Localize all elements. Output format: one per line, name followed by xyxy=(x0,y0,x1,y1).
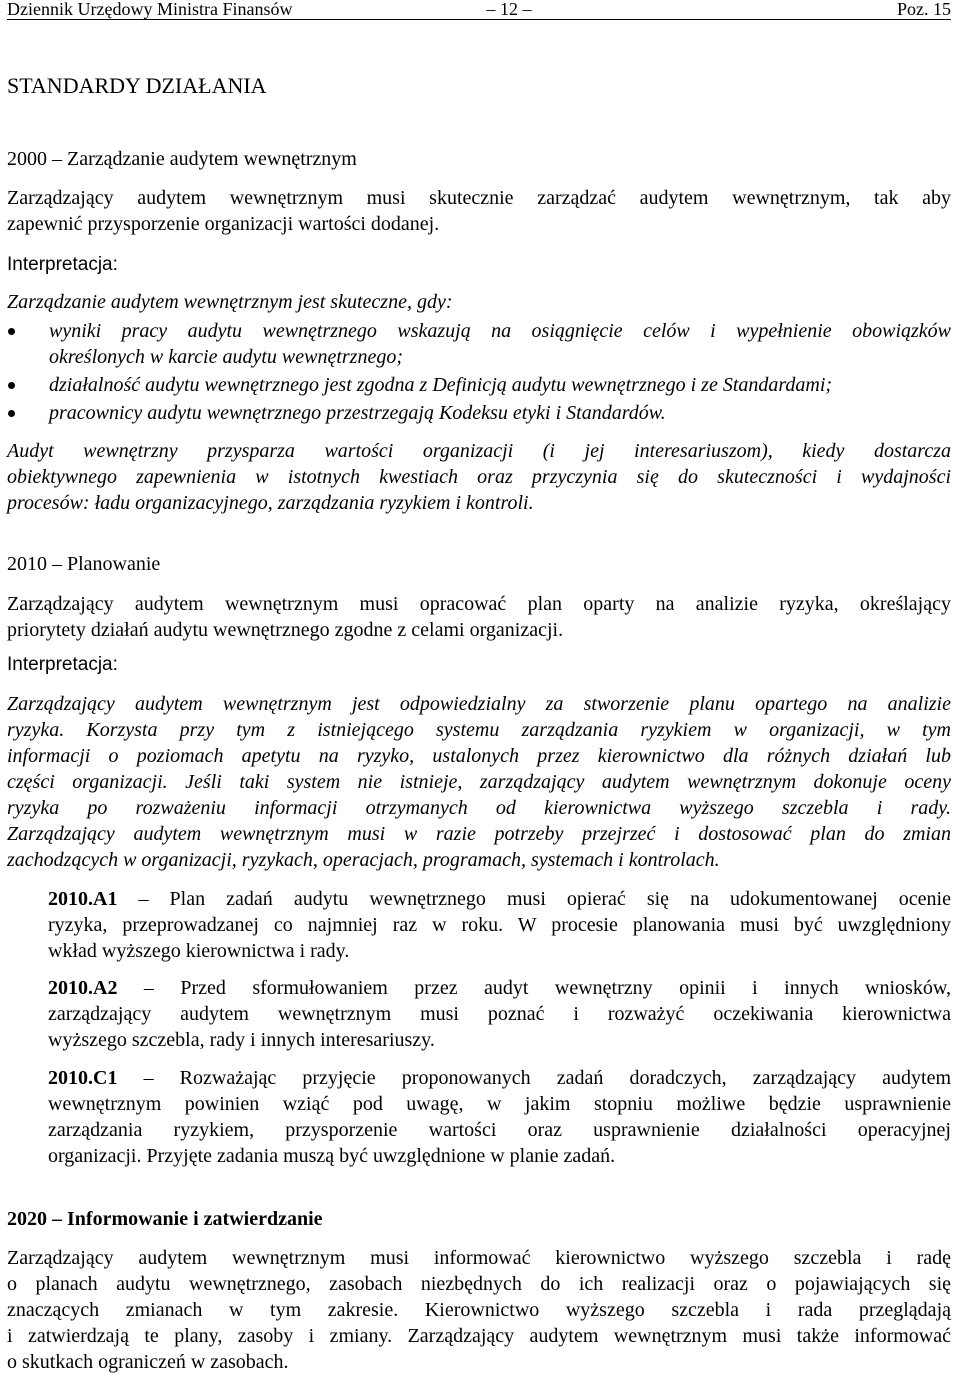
section-2010-interpretation-line: ryzyka po rozważeniu informacji otrzymanych od kierownictwa wyższego szczebla i rady. xyxy=(7,797,951,819)
publication-name: Dziennik Urzędowy Ministra Finansów xyxy=(7,0,293,19)
standard-2010-c1-line xyxy=(48,1065,951,1091)
standard-code: 2010.A2 xyxy=(48,977,118,999)
section-2000-standard-line: zapewnić przysporzenie organizacji wartości dodanej. xyxy=(7,213,440,235)
bullet-item xyxy=(7,372,951,398)
section-2020-line: Zarządzający audytem wewnętrznym musi informować kierownictwo wyższego szczebla i radę xyxy=(7,1247,951,1269)
section-2010-interpretation-line: zachodzących w organizacji, ryzykach, operacjach, programach, systemach i kontrolach. xyxy=(7,849,720,871)
section-2000-heading: 2000 – Zarządzanie audytem wewnętrznym xyxy=(7,148,357,170)
section-2020-line: o planach audytu wewnętrznego, zasobach niezbędnych do ich realizacji oraz o pojawiających się xyxy=(7,1273,951,1295)
section-2020-line: o skutkach ograniczeń w zasobach. xyxy=(7,1351,289,1373)
section-2000-interpretation-label: Interpretacja: xyxy=(7,254,118,275)
section-2000-value-line: obiektywnego zapewnienia w istotnych kwestiach oraz przyczynia się do skuteczności i wydajności xyxy=(7,466,951,488)
page-title: STANDARDY DZIAŁANIA xyxy=(7,73,267,98)
standard-2010-a1-line: wkład wyższego kierownictwa i rady. xyxy=(48,940,350,962)
section-2000-value-line: Audyt wewnętrzny przysparza wartości organizacji (i jej interesariuszom), kiedy dostarcza xyxy=(7,440,951,462)
header-rule xyxy=(7,19,951,20)
bullet-text-line: określonych w karcie audytu wewnętrznego; xyxy=(49,346,403,368)
section-2010-interpretation-line: Zarządzający audytem wewnętrznym musi w razie potrzeby przejrzeć i dostosować plan do zmian xyxy=(7,823,951,845)
standard-text: – Rozważając przyjęcie proponowanych zadań doradczych, zarządzający audytem xyxy=(117,1067,951,1089)
position-number: Poz. 15 xyxy=(897,0,951,19)
section-2010-interpretation-line: ryzyka. Korzysta przy tym z istniejącego systemu zarządzania ryzykiem w organizacji, w tym xyxy=(7,719,951,741)
standard-code: 2010.A1 xyxy=(48,888,118,910)
section-2010-standard-line: priorytety działań audytu wewnętrznego zgodne z celami organizacji. xyxy=(7,619,564,641)
section-2020-line: i zatwierdzają te plany, zasoby i zmiany. Zarządzający audytem wewnętrznym musi także informować xyxy=(7,1325,951,1347)
section-2010-interpretation-line: Zarządzający audytem wewnętrznym jest odpowiedzialny za stworzenie planu opartego na analizie xyxy=(7,693,951,715)
standard-2010-a1-line: ryzyka, przeprowadzanej co najmniej raz w roku. W procesie planowania musi być uwzględniony xyxy=(48,914,951,936)
section-2020-line: znaczących zmianach w tym zakresie. Kierownictwo wyższego szczebla i rada przeglądają xyxy=(7,1299,951,1321)
section-2000-interpretation-intro: Zarządzanie audytem wewnętrznym jest skuteczne, gdy: xyxy=(7,291,453,313)
section-2010-interpretation-line: informacji o poziomach apetytu na ryzyko, ustalonych przez kierownictwo dla różnych działań lub xyxy=(7,745,951,767)
bullet-icon xyxy=(8,382,15,389)
standard-2010-a1-line xyxy=(48,886,951,912)
page-number: – 12 – xyxy=(486,0,532,19)
bullet-item xyxy=(7,318,951,370)
standard-text: – Plan zadań audytu wewnętrznego musi opierać się na udokumentowanej ocenie xyxy=(117,888,951,910)
standard-2010-a2-line: zarządzający audytem wewnętrznym musi poznać i rozważyć oczekiwania kierownictwa xyxy=(48,1003,951,1025)
standard-2010-c1-line: wewnętrznym powinien wziąć pod uwagę, w jakim stopniu możliwe będzie usprawnienie xyxy=(48,1093,951,1115)
standard-2010-c1-line: organizacji. Przyjęte zadania muszą być uwzględnione w planie zadań. xyxy=(48,1145,616,1167)
bullet-icon xyxy=(8,328,15,335)
bullet-icon xyxy=(8,410,15,417)
standard-2010-a2-line xyxy=(48,975,951,1001)
section-2000-value-line: procesów: ładu organizacyjnego, zarządzania ryzykiem i kontroli. xyxy=(7,492,534,514)
standard-code: 2010.C1 xyxy=(48,1067,118,1089)
bullet-text-line: wyniki pracy audytu wewnętrznego wskazują na osiągnięcie celów i wypełnienie obowiązków xyxy=(49,320,951,342)
standard-2010-a2-line: wyższego szczebla, rady i innych interesariuszy. xyxy=(48,1029,435,1051)
bullet-item xyxy=(7,400,951,426)
bullet-text-line: działalność audytu wewnętrznego jest zgodna z Definicją audytu wewnętrznego i ze Standardami; xyxy=(49,374,833,396)
standard-2010-c1-line: zarządzania ryzykiem, przysporzenie wartości oraz usprawnienie działalności operacyjnej xyxy=(48,1119,951,1141)
section-2010-interpretation-line: części organizacji. Jeśli taki system nie istnieje, zarządzający audytem wewnętrznym dokonuje oceny xyxy=(7,771,951,793)
section-2000-standard-line: Zarządzający audytem wewnętrznym musi skutecznie zarządzać audytem wewnętrznym, tak aby xyxy=(7,187,951,209)
page-header xyxy=(7,0,951,21)
section-2010-heading: 2010 – Planowanie xyxy=(7,553,161,575)
section-2020-heading: 2020 – Informowanie i zatwierdzanie xyxy=(7,1208,323,1230)
standard-text: – Przed sformułowaniem przez audyt wewnętrzny opinii i innych wniosków, xyxy=(117,977,951,999)
bullet-text-line: pracownicy audytu wewnętrznego przestrzegają Kodeksu etyki i Standardów. xyxy=(49,402,666,424)
section-2010-interpretation-label: Interpretacja: xyxy=(7,654,118,675)
section-2010-standard-line: Zarządzający audytem wewnętrznym musi opracować plan oparty na analizie ryzyka, określający xyxy=(7,593,951,615)
